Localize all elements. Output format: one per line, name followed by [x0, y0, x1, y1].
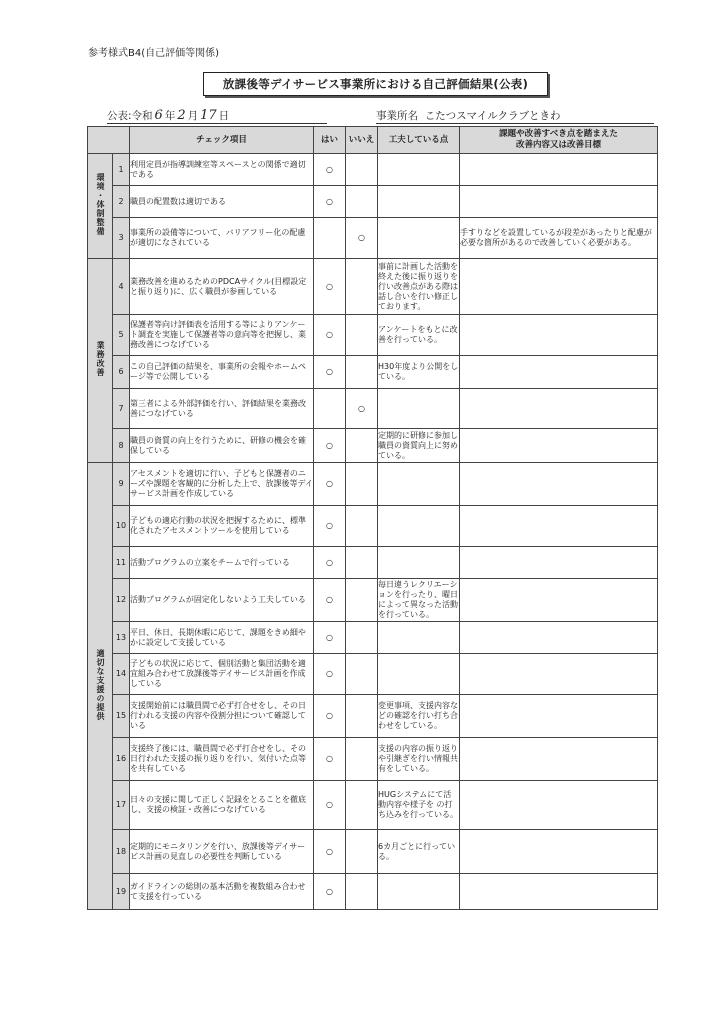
row-number: 1 [113, 154, 130, 186]
check-item: 定期的にモニタリングを行い、放課後等デイサービス計画の見直しの必要性を判断している [130, 830, 314, 874]
no-mark [346, 259, 378, 315]
check-item: ガイドラインの総則の基本活動を複数組み合わせて支援を行っている [130, 874, 314, 910]
table-row [88, 738, 658, 781]
form-reference: 参考様式B4(自己評価等関係) [88, 48, 220, 59]
check-item: 支援終了後には、職員間で必ず打合せをし、その日行われた支援の振り返りを行い、気付いた点等を共有している [130, 738, 314, 781]
header-blank [88, 127, 130, 154]
row-number: 5 [113, 315, 130, 356]
check-item: 業務改善を進めるためのPDCAサイクル(目標設定と振り返り)に、広く職員が参画している [130, 259, 314, 315]
table-row [88, 218, 658, 259]
effort-text: アンケートをもとに改善を行っている。 [378, 315, 460, 356]
yes-mark: ○ [314, 259, 346, 315]
improvement-text [460, 356, 658, 389]
no-mark [346, 738, 378, 781]
table-row [88, 579, 658, 622]
effort-text: 6カ月ごとに行っている。 [378, 830, 460, 874]
pub-year-unit: 年 [164, 110, 176, 122]
header-check: チェック項目 [130, 127, 314, 154]
office-name [376, 108, 654, 124]
table-row [88, 186, 658, 218]
no-mark [346, 695, 378, 738]
row-number: 19 [113, 874, 130, 910]
no-mark [346, 186, 378, 218]
effort-text [378, 389, 460, 429]
no-mark [346, 315, 378, 356]
improvement-text [460, 315, 658, 356]
header-effort: 工夫している点 [378, 127, 460, 154]
table-row [88, 154, 658, 186]
title-text: 放課後等デイサービス事業所における自己評価結果(公表) [222, 77, 529, 91]
pub-month-unit: 月 [187, 110, 199, 122]
no-mark [346, 506, 378, 547]
yes-mark [314, 389, 346, 429]
table-row [88, 429, 658, 463]
yes-mark: ○ [314, 356, 346, 389]
yes-mark: ○ [314, 781, 346, 830]
effort-text [378, 654, 460, 695]
yes-mark: ○ [314, 186, 346, 218]
effort-text [378, 622, 460, 654]
effort-text [378, 874, 460, 910]
table-row [88, 506, 658, 547]
effort-text: 定期的に研修に参加し職員の資質向上に努めている。 [378, 429, 460, 463]
table-row [88, 830, 658, 874]
no-mark: ○ [346, 218, 378, 259]
pub-year: 6 [154, 108, 163, 123]
yes-mark: ○ [314, 579, 346, 622]
no-mark [346, 547, 378, 579]
effort-text: HUGシステムにて活動内容や様子を の打ち込みを行っている。 [378, 781, 460, 830]
row-number: 2 [113, 186, 130, 218]
category-label: 環境・体制整備 [96, 173, 105, 236]
effort-text [378, 154, 460, 186]
row-number: 15 [113, 695, 130, 738]
no-mark [346, 154, 378, 186]
no-mark [346, 429, 378, 463]
pub-day: 17 [200, 108, 217, 123]
improvement-text: 手すりなどを設置しているが段差があったりと配慮が必要な箇所があるので改善していく必要がある。 [460, 218, 658, 259]
improvement-text [460, 547, 658, 579]
check-item: 職員の配置数は適切である [130, 186, 314, 218]
no-mark [346, 654, 378, 695]
improvement-text [460, 389, 658, 429]
table-row [88, 315, 658, 356]
yes-mark: ○ [314, 506, 346, 547]
effort-text [378, 547, 460, 579]
yes-mark: ○ [314, 547, 346, 579]
improvement-text [460, 259, 658, 315]
table-row [88, 547, 658, 579]
yes-mark: ○ [314, 463, 346, 506]
pub-day-unit: 日 [218, 110, 230, 122]
no-mark [346, 874, 378, 910]
improvement-text [460, 186, 658, 218]
improvement-text [460, 622, 658, 654]
check-item: 第三者による外部評価を行い、評価結果を業務改善につなげている [130, 389, 314, 429]
check-item: 活動プログラムの立案をチームで行っている [130, 547, 314, 579]
effort-text: 毎日違うレクリエーションを行ったり、曜日によって異なった活動を行っている。 [378, 579, 460, 622]
yes-mark: ○ [314, 315, 346, 356]
check-item: 利用定員が指導訓練室等スペースとの関係で適切である [130, 154, 314, 186]
row-number: 18 [113, 830, 130, 874]
yes-mark: ○ [314, 738, 346, 781]
row-number: 10 [113, 506, 130, 547]
yes-mark: ○ [314, 695, 346, 738]
row-number: 7 [113, 389, 130, 429]
row-number: 3 [113, 218, 130, 259]
category-label: 業務改善 [96, 341, 105, 377]
improvement-text [460, 154, 658, 186]
improvement-text [460, 695, 658, 738]
row-number: 12 [113, 579, 130, 622]
publication-date [107, 108, 327, 124]
improvement-text [460, 781, 658, 830]
no-mark [346, 781, 378, 830]
document-title [203, 72, 548, 96]
category-cell [88, 463, 113, 910]
improvement-text [460, 579, 658, 622]
no-mark [346, 830, 378, 874]
no-mark [346, 622, 378, 654]
improvement-text [460, 738, 658, 781]
category-label: 適切な支援の提供 [96, 648, 105, 721]
pub-label: 公表:令和 [107, 110, 153, 122]
table-row [88, 874, 658, 910]
yes-mark: ○ [314, 654, 346, 695]
check-item: 平日、休日、長期休暇に応じて、課題をきめ細やかに設定して支援している [130, 622, 314, 654]
table-row [88, 781, 658, 830]
pub-month: 2 [177, 108, 186, 123]
effort-text [378, 506, 460, 547]
effort-text [378, 463, 460, 506]
improvement-text [460, 429, 658, 463]
check-item: 子どもの状況に応じて、個別活動と集団活動を適宜組み合わせて放課後等デイサービス計画を作成している [130, 654, 314, 695]
office-value: こたつスマイルクラブときわ [424, 110, 561, 122]
header-no: いいえ [346, 127, 378, 154]
row-number: 8 [113, 429, 130, 463]
no-mark [346, 579, 378, 622]
header-row [88, 127, 658, 154]
category-cell [88, 154, 113, 259]
table-row [88, 622, 658, 654]
yes-mark: ○ [314, 830, 346, 874]
row-number: 17 [113, 781, 130, 830]
yes-mark: ○ [314, 429, 346, 463]
check-item: 子どもの適応行動の状況を把握するために、標準化されたアセスメントツールを使用している [130, 506, 314, 547]
header-issues [460, 127, 658, 154]
effort-text [378, 186, 460, 218]
yes-mark [314, 218, 346, 259]
row-number: 14 [113, 654, 130, 695]
no-mark [346, 463, 378, 506]
table-row [88, 695, 658, 738]
check-item: 保護者等向け評価表を活用する等によりアンケート調査を実施して保護者等の意向等を把握し、業務改善につなげている [130, 315, 314, 356]
check-item: 職員の資質の向上を行うために、研修の機会を確保している [130, 429, 314, 463]
improvement-text [460, 463, 658, 506]
no-mark [346, 356, 378, 389]
effort-text: 事前に計画した活動を終えた後に振り返りを行い改善点がある際は話し合いを行い修正しております。 [378, 259, 460, 315]
yes-mark: ○ [314, 622, 346, 654]
improvement-text [460, 654, 658, 695]
row-number: 6 [113, 356, 130, 389]
table-row [88, 259, 658, 315]
office-label: 事業所名 [376, 110, 418, 122]
table-row [88, 389, 658, 429]
improvement-text [460, 830, 658, 874]
effort-text [378, 218, 460, 259]
header-issues-line2: 改善内容又は改善目標 [515, 140, 601, 150]
row-number: 13 [113, 622, 130, 654]
improvement-text [460, 506, 658, 547]
header-yes: はい [314, 127, 346, 154]
check-item: 支援開始前には職員間で必ず打合せをし、その日行われる支援の内容や役割分担について確認している [130, 695, 314, 738]
row-number: 16 [113, 738, 130, 781]
check-item: 日々の支援に関して正しく記録をとることを徹底し、支援の検証・改善につなげている [130, 781, 314, 830]
evaluation-table [87, 126, 658, 910]
header-issues-line1: 課題や改善すべき点を踏まえた [499, 129, 618, 140]
table-row [88, 654, 658, 695]
effort-text: 支援の内容の振り返りや引継ぎを行い情報共有をしている。 [378, 738, 460, 781]
improvement-text [460, 874, 658, 910]
effort-text: H30年度より公開をしている。 [378, 356, 460, 389]
table-row [88, 356, 658, 389]
table-row [88, 463, 658, 506]
check-item: この自己評価の結果を、事業所の会報やホームページ等で公開している [130, 356, 314, 389]
check-item: 活動プログラムが固定化しないよう工夫している [130, 579, 314, 622]
check-item: 事業所の設備等について、バリアフリー化の配慮が適切になされている [130, 218, 314, 259]
row-number: 4 [113, 259, 130, 315]
effort-text: 変更事項、支援内容などの確認を行い打ち合わせをしている。 [378, 695, 460, 738]
category-cell [88, 259, 113, 463]
yes-mark: ○ [314, 874, 346, 910]
row-number: 9 [113, 463, 130, 506]
no-mark: ○ [346, 389, 378, 429]
yes-mark: ○ [314, 154, 346, 186]
check-item: アセスメントを適切に行い、子どもと保護者のニーズや課題を客観的に分析した上で、放課後等デイサービス計画を作成している [130, 463, 314, 506]
row-number: 11 [113, 547, 130, 579]
